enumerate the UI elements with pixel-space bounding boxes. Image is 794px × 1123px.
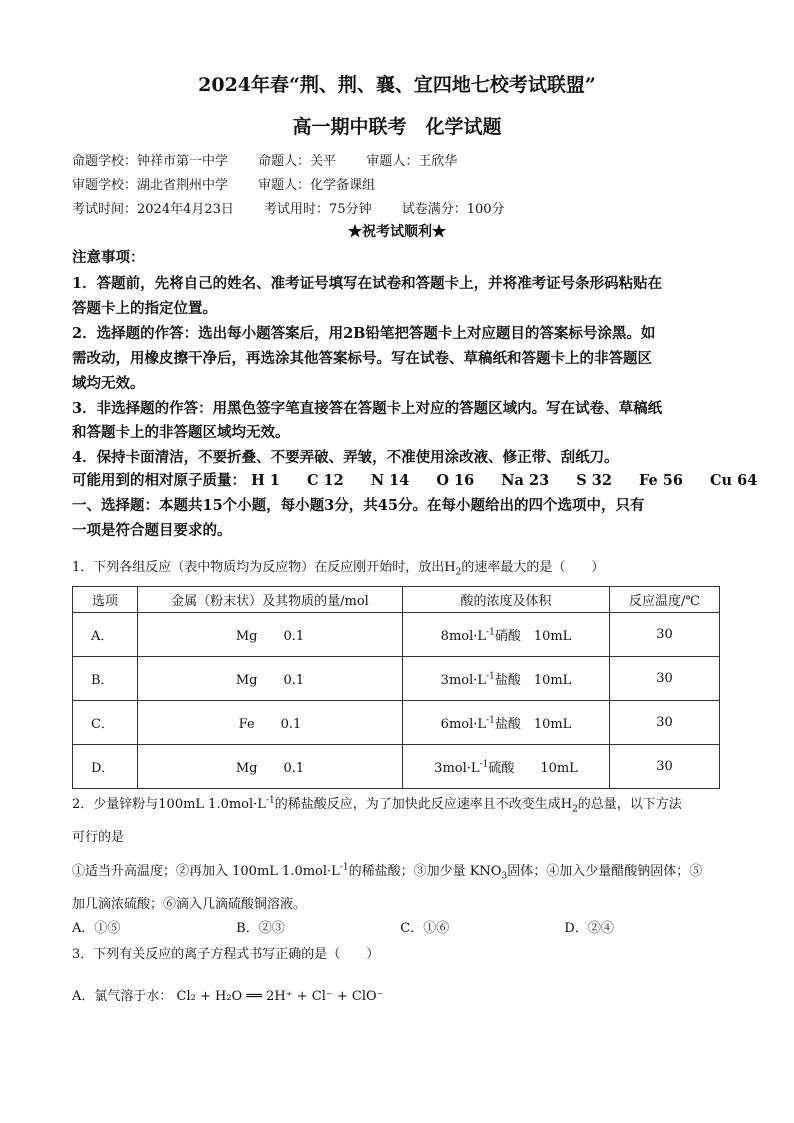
- superscript: -1: [479, 759, 489, 770]
- atom-c: C 12: [306, 472, 344, 489]
- question-2-conditions-cont: 加几滴浓硫酸；⑥滴入几滴硫酸铜溶液。: [72, 897, 307, 912]
- row-acid: [403, 657, 610, 701]
- q1-stem-part: 的速率最大的是（ ）: [461, 560, 605, 575]
- atomic-masses-label: 可能用到的相对原子质量：: [72, 472, 246, 489]
- setter: 命题人：关平: [258, 154, 337, 169]
- notice-line: 需改动，用橡皮擦干净后，再选涂其他答案标号。写在试卷、草稿纸和答题卡上的非答题区: [72, 350, 652, 367]
- row-temp: 30: [610, 745, 720, 789]
- acid-name: 盐酸 10mL: [494, 717, 572, 732]
- row-metal: Mg 0.1: [138, 657, 403, 701]
- atom-na: Na 23: [501, 472, 550, 489]
- superscript: -1: [265, 795, 275, 806]
- option-a[interactable]: A．①⑤: [72, 921, 121, 936]
- notice-line: 域均无效。: [72, 375, 145, 392]
- acid-conc: 3mol·L: [434, 761, 480, 776]
- question-2-options: [72, 917, 724, 936]
- review-group: 审题人：化学备课组: [258, 178, 376, 193]
- q2-text: 固体；④加入少量醋酸钠固体；⑤: [507, 864, 703, 879]
- row-option: A．: [73, 613, 138, 657]
- q1-stem-part: 1．下列各组反应（表中物质均为反应物）在反应刚开始时，放出H: [72, 560, 456, 575]
- acid-conc: 8mol·L: [440, 629, 487, 644]
- atom-fe: Fe 56: [639, 472, 683, 489]
- row-option: B．: [73, 657, 138, 701]
- col-option: 选项: [73, 587, 138, 613]
- question-1-stem: [72, 556, 604, 578]
- q2-text: 的稀盐酸反应，为了加快此反应速率且不改变生成H: [274, 797, 573, 812]
- option-d[interactable]: D．②④: [564, 921, 614, 936]
- subscript: 2: [572, 804, 578, 815]
- acid-conc: 6mol·L: [440, 717, 487, 732]
- acid-name: 硫酸 10mL: [488, 761, 578, 776]
- question-3-stem: 3．下列有关反应的离子方程式书写正确的是（ ）: [72, 947, 380, 962]
- atom-o: O 16: [436, 472, 475, 489]
- table-row: [73, 701, 720, 745]
- section-heading-cont: 一项是符合题目要求的。: [72, 522, 232, 539]
- row-metal: Fe 0.1: [138, 701, 403, 745]
- notice-line: 2．选择题的作答：选出每小题答案后，用2B铅笔把答题卡上对应题目的答案标号涂黑。如: [72, 325, 656, 342]
- good-luck-line: ★祝考试顺利★: [348, 224, 446, 240]
- row-option: D．: [73, 745, 138, 789]
- review-school: 审题学校：湖北省荆州中学: [72, 178, 229, 193]
- option-b[interactable]: B．②③: [236, 921, 285, 936]
- atom-n: N 14: [370, 472, 410, 489]
- row-acid: [403, 613, 610, 657]
- row-acid: [403, 701, 610, 745]
- option-a-equation: Cl₂ + H₂O ══ 2H⁺ + Cl⁻ + ClO⁻: [176, 989, 384, 1004]
- reviewer: 审题人：王欣华: [366, 154, 458, 169]
- meta-row-1: [72, 150, 483, 169]
- meta-row-2: [72, 174, 401, 193]
- exam-subtitle: 高一期中联考 化学试题: [292, 116, 502, 138]
- question-2-stem: [72, 793, 682, 815]
- q2-text: 的稀盐酸；③加少量 KNO: [348, 864, 502, 879]
- reaction-table: [72, 586, 720, 789]
- acid-name: 盐酸 10mL: [494, 673, 572, 688]
- exam-title: 2024年春“荆、荆、襄、宜四地七校考试联盟”: [198, 74, 596, 96]
- acid-conc: 3mol·L: [440, 673, 487, 688]
- setter-school: 命题学校：钟祥市第一中学: [72, 154, 229, 169]
- col-acid: 酸的浓度及体积: [403, 587, 610, 613]
- superscript: -1: [486, 671, 495, 682]
- superscript: -1: [486, 715, 495, 726]
- meta-row-3: [72, 198, 531, 217]
- row-temp: 30: [610, 701, 720, 745]
- notice-line: 答题卡上的指定位置。: [72, 300, 217, 317]
- q2-text: 2．少量锌粉与100mL 1.0mol·L: [72, 797, 266, 812]
- question-2-stem-cont: 可行的是: [72, 830, 125, 845]
- exam-duration: 考试用时：75分钟: [264, 202, 372, 217]
- acid-name: 硝酸 10mL: [494, 629, 572, 644]
- atom-cu: Cu 64: [710, 472, 758, 489]
- atomic-masses: [72, 469, 779, 490]
- option-a-label: A．氯气溶于水：: [72, 989, 173, 1004]
- table-row: [73, 745, 720, 789]
- question-3-option-a: [72, 985, 384, 1004]
- row-metal: Mg 0.1: [138, 613, 403, 657]
- subscript: 3: [501, 871, 508, 882]
- col-temp: 反应温度/℃: [610, 587, 720, 613]
- option-c[interactable]: C．①⑥: [400, 921, 450, 936]
- row-metal: Mg 0.1: [138, 745, 403, 789]
- row-option: C．: [73, 701, 138, 745]
- notice-heading: 注意事项：: [72, 249, 145, 266]
- atom-s: S 32: [576, 472, 612, 489]
- table-row: [73, 613, 720, 657]
- superscript: -1: [339, 862, 349, 873]
- q2-text: ①适当升高温度；②再加入 100mL 1.0mol·L: [72, 864, 340, 879]
- superscript: -1: [486, 627, 495, 638]
- notice-line: 和答题卡上的非答题区域均无效。: [72, 424, 290, 441]
- table-header-row: [73, 587, 720, 613]
- notice-line: 4．保持卡面清洁，不要折叠、不要弄破、弄皱，不准使用涂改液、修正带、刮纸刀。: [72, 449, 619, 466]
- section-heading: 一、选择题：本题共15个小题，每小题3分，共45分。在每小题给出的四个选项中，只有: [72, 497, 645, 514]
- row-acid: [403, 745, 610, 789]
- atom-h: H 1: [251, 472, 280, 489]
- col-metal: 金属（粉末状）及其物质的量/mol: [138, 587, 403, 613]
- row-temp: 30: [610, 613, 720, 657]
- row-temp: 30: [610, 657, 720, 701]
- notice-line: 3．非选择题的作答：用黑色签字笔直接答在答题卡上对应的答题区域内。写在试卷、草稿纸: [72, 400, 663, 417]
- table-row: [73, 657, 720, 701]
- q2-text: 的总量，以下方法: [577, 797, 682, 812]
- notice-line: 1．答题前，先将自己的姓名、准考证号填写在试卷和答题卡上，并将准考证号条形码粘贴在: [72, 275, 663, 292]
- question-2-conditions: [72, 860, 702, 882]
- full-score: 试卷满分：100分: [401, 202, 505, 217]
- subscript: 2: [455, 567, 462, 578]
- exam-date: 考试时间：2024年4月23日: [72, 202, 234, 217]
